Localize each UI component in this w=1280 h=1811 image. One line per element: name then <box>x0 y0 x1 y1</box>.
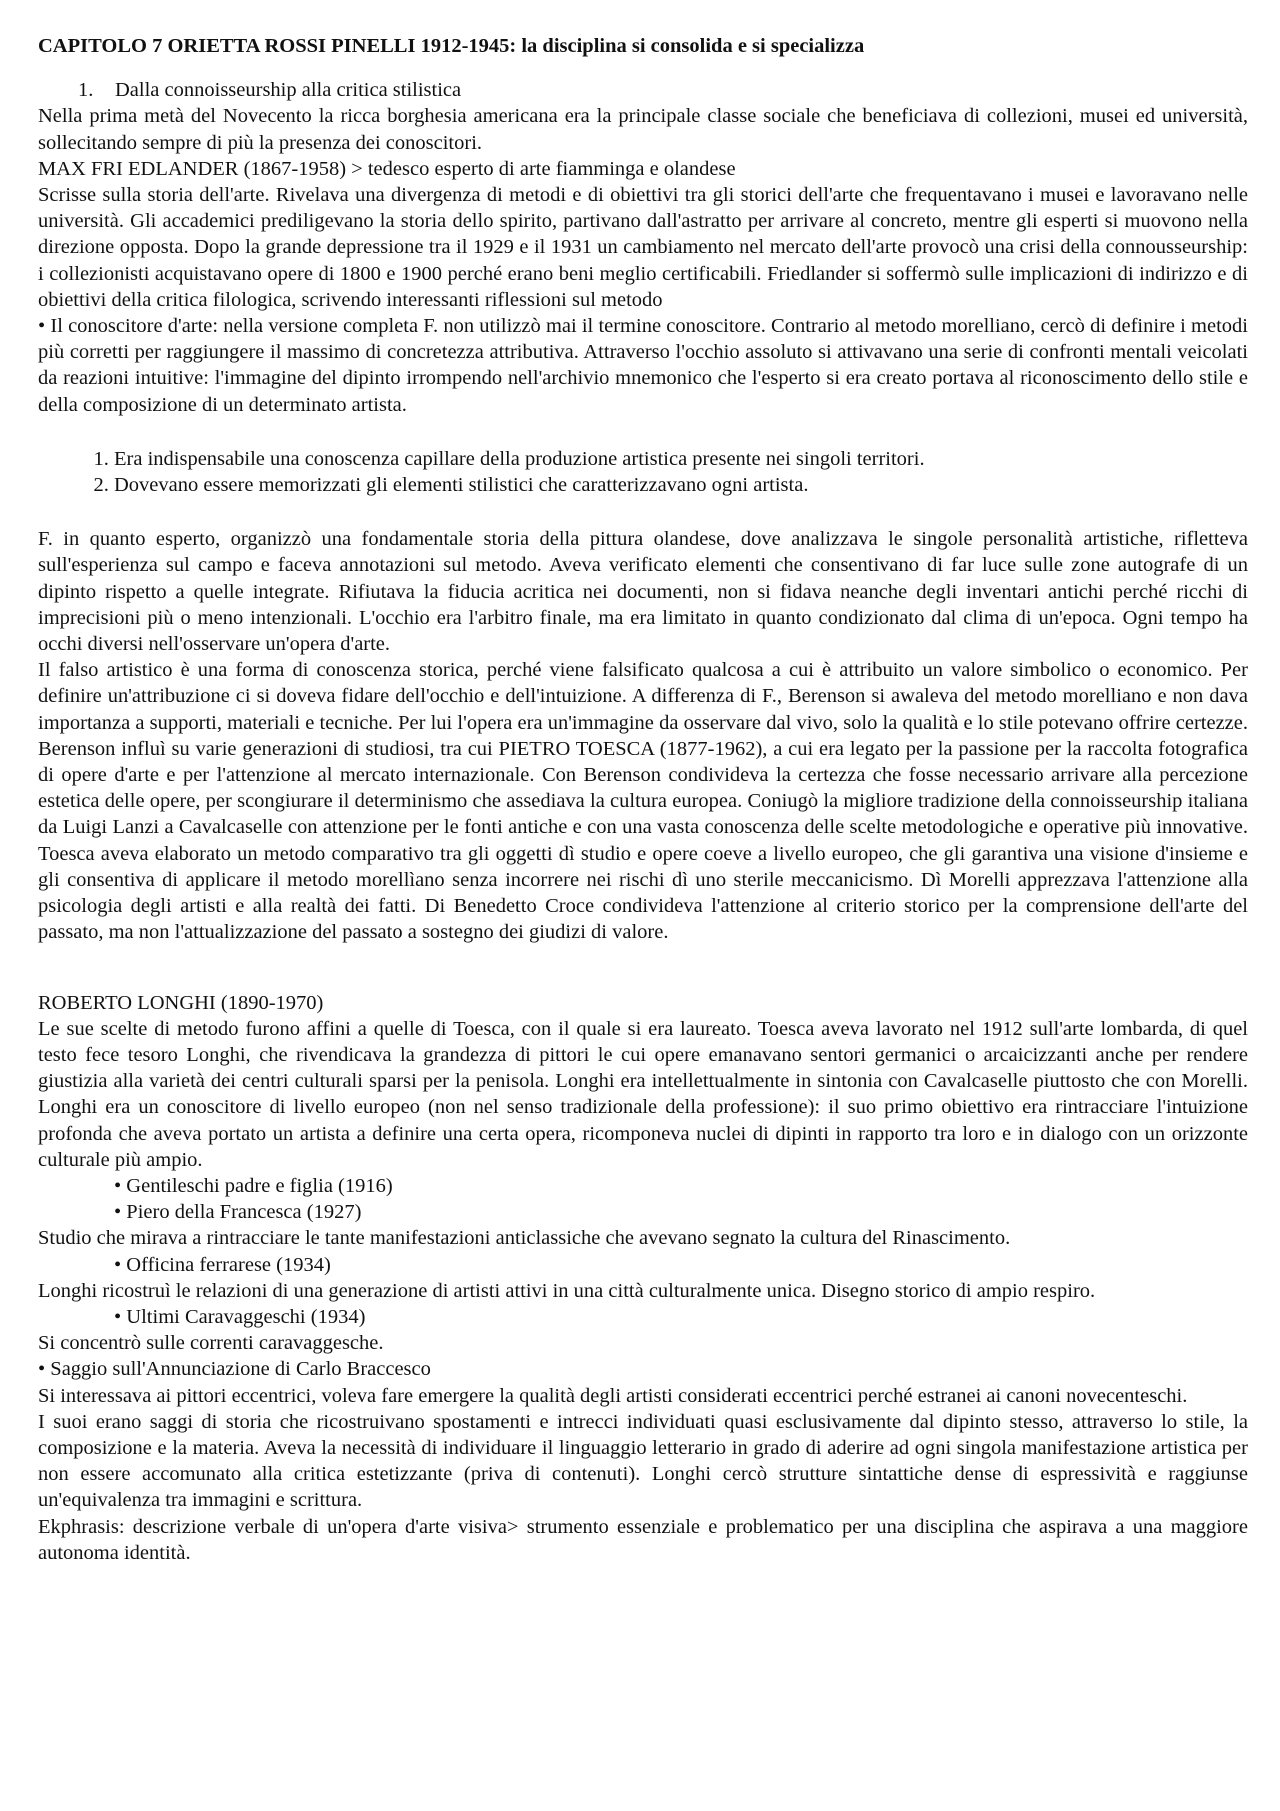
bullet-item: • Ultimi Caravaggeschi (1934) <box>114 1305 366 1328</box>
paragraph: F. in quanto esperto, organizzò una fondamentale storia della pittura olandese, dove analizzava le singole personalità artistiche, rifletteva sull'esperienza sul campo e faceva annotazioni sul metodo. Aveva verificato elementi che consentivano di far luce sulle zone autografe di un dipinto rispetto a quelle integrate. Rifiutava la fiducia acritica nei documenti, non si fidava neanche degli inventari antichi perché ricchi di imprecisioni più o meno intenzionali. L'occhio era l'arbitro finale, ma era limitato in quanto condizionato dal clima di un'epoca. Ogni tempo ha occhi diversi nell'osservare un'opera d'arte. <box>38 528 1248 656</box>
spacer <box>38 946 1248 990</box>
paragraph: MAX FRI EDLANDER (1867-1958) > tedesco esperto di arte fiamminga e olandese <box>38 157 736 180</box>
paragraph: Le sue scelte di metodo furono affini a quelle di Toesca, con il quale si era laureato. Toesca aveva lavorato nel 1912 sull'arte lombarda, di quel testo fece tesoro Longhi, che rivendicava la grandezza di pittori le cui opere emanavano sentori germanici o arcaicizzanti anche per rendere giustizia alla varietà dei centri culturali sparsi per la penisola. Longhi era intellettualmente in sintonia con Cavalcaselle piuttosto che con Morelli. Longhi era un conoscitore di livello europeo (non nel senso tradizionale della professione): il suo primo obiettivo era rintracciare l'intuizione profonda che aveva portato un artista a definire una certa opera, ricomponeva nuclei di dipinti in rapporto tra loro e in dialogo con un orizzonte culturale più ampio. <box>38 1017 1248 1171</box>
bullet-item: • Officina ferrarese (1934) <box>114 1253 331 1276</box>
spacer <box>38 498 1248 526</box>
paragraph: • Il conoscitore d'arte: nella versione completa F. non utilizzò mai il termine conoscitore. Contrario al metodo morelliano, cercò di definire i metodi più corretti per raggiungere il massimo di concretezza attributiva. Attraverso l'occhio assoluto si attivavano una serie di confronti mentali veicolati da reazioni intuitive: l'immagine del dipinto irrompendo nell'archivio mnemonico che l'esperto si era creato portava al riconoscimento dello stile e della composizione di un determinato artista. <box>38 315 1248 416</box>
section-heading-text: Dalla connoisseurship alla critica stilistica <box>115 79 462 102</box>
paragraph: Nella prima metà del Novecento la ricca borghesia americana era la principale classe sociale che beneficiava di collezioni, musei ed università, sollecitando sempre di più la presenza dei conoscitori. <box>38 105 1248 154</box>
bullet-item: • Saggio sull'Annunciazione di Carlo Braccesco <box>38 1358 431 1381</box>
paragraph: Si interessava ai pittori eccentrici, voleva fare emergere la qualità degli artisti considerati eccentrici perché estranei ai canoni novecenteschi. <box>38 1384 1188 1407</box>
paragraph: Si concentrò sulle correnti caravaggesche. <box>38 1332 384 1355</box>
section-heading-longhi: ROBERTO LONGHI (1890-1970) <box>38 991 324 1014</box>
paragraph: I suoi erano saggi di storia che ricostruivano spostamenti e intrecci individuati quasi esclusivamente dal dipinto stesso, attraverso lo stile, la composizione e la materia. Aveva la necessità di individuare il linguaggio letterario in grado di aderire ad ogni singola manifestazione artistica per non essere accomunato alla critica estetizzante (priva di contenuti). Longhi cercò strutture sintattiche dense di espressività e raggiunse un'equivalenza tra immagini e scrittura. <box>38 1410 1248 1512</box>
bullet-item: • Piero della Francesca (1927) <box>114 1201 362 1224</box>
paragraph: Scrisse sulla storia dell'arte. Rivelava una divergenza di metodi e di obiettivi tra gli storici dell'arte che frequentavano i musei e lavoravano nelle università. Gli accademici prediligevano la storia dello spirito, partivano dall'astratto per arrivare al concreto, mentre gli esperti si muovono nella direzione opposta. Dopo la grande depressione tra il 1929 e il 1931 un cambiamento nel mercato dell'arte provocò una crisi della connousseurship: i collezionisti acquistavano opere di 1800 e 1900 perché erano beni meglio certificabili. Friedlander si soffermò sulle implicazioni di indirizzo e di obiettivi della critica filologica, scrivendo interessanti riflessioni sul metodo <box>38 184 1248 311</box>
paragraph: Studio che mirava a rintracciare le tante manifestazioni anticlassiche che avevano segnato la cultura del Rinascimento. <box>38 1227 1011 1250</box>
bullet-item: • Gentileschi padre e figlia (1916) <box>114 1174 393 1197</box>
paragraph: Il falso artistico è una forma di conoscenza storica, perché viene falsificato qualcosa a cui è attribuito un valore simbolico o economico. Per definire un'attribuzione ci si doveva fidare dell'occhio e dell'intuizione. A differenza di F., Berenson si awaleva del metodo morelliano e non dava importanza a supporti, materiali e tecniche. Per lui l'opera era un'immagine da osservare dal vivo, solo la qualità e lo stile potevano offrire certezze. Berenson influì su varie generazioni di studiosi, tra cui PIETRO TOESCA (1877-1962), a cui era legato per la passione per la raccolta fotografica di opere d'arte e per l'attenzione al mercato internazionale. Con Berenson condivideva la certezza che fosse necessario arrivare alla percezione estetica delle opere, per scongiurare il determinismo che assediava la cultura europea. Coniugò la migliore tradizione della connoisseurship italiana da Luigi Lanzi a Cavalcaselle con attenzione per le fonti antiche e con una vasta conoscenza delle scelte metodologiche e operative più innovative. Toesca aveva elaborato un metodo comparativo tra gli oggetti dì studio e opere coeve a livello europeo, che gli garantiva una visione d'insieme e gli consentiva di applicare il metodo morellìano senza incorrere nei rischi dì uno sterile meccanicismo. Dì Morelli apprezzava l'attenzione alla psicologia degli artisti e alla realtà dei fatti. Di Benedetto Croce condivideva l'attenzione al criterio storico per la comprensione dell'arte del passato, ma non l'attualizzazione del passato a sostegno dei giudizi di valore. <box>38 659 1248 944</box>
list-item: 1. Era indispensabile una conoscenza capillare della produzione artistica presente nei singoli territori. <box>114 446 1248 472</box>
spacer <box>38 418 1248 446</box>
paragraph: Ekphrasis: descrizione verbale di un'opera d'arte visiva> strumento essenziale e problematico per una disciplina che aspirava a una maggiore autonoma identità. <box>38 1515 1248 1564</box>
chapter-title: CAPITOLO 7 ORIETTA ROSSI PINELLI 1912-1945: la disciplina si consolida e si specializza <box>38 35 865 57</box>
paragraph: Longhi ricostruì le relazioni di una generazione di artisti attivi in una città culturalmente unica. Disegno storico di ampio respiro. <box>38 1279 1096 1302</box>
list-item: 2. Dovevano essere memorizzati gli elementi stilistici che caratterizzavano ogni artista. <box>114 472 1248 498</box>
section-number: 1. <box>78 79 94 102</box>
numbered-list <box>38 446 1248 498</box>
section-heading <box>38 77 1248 103</box>
